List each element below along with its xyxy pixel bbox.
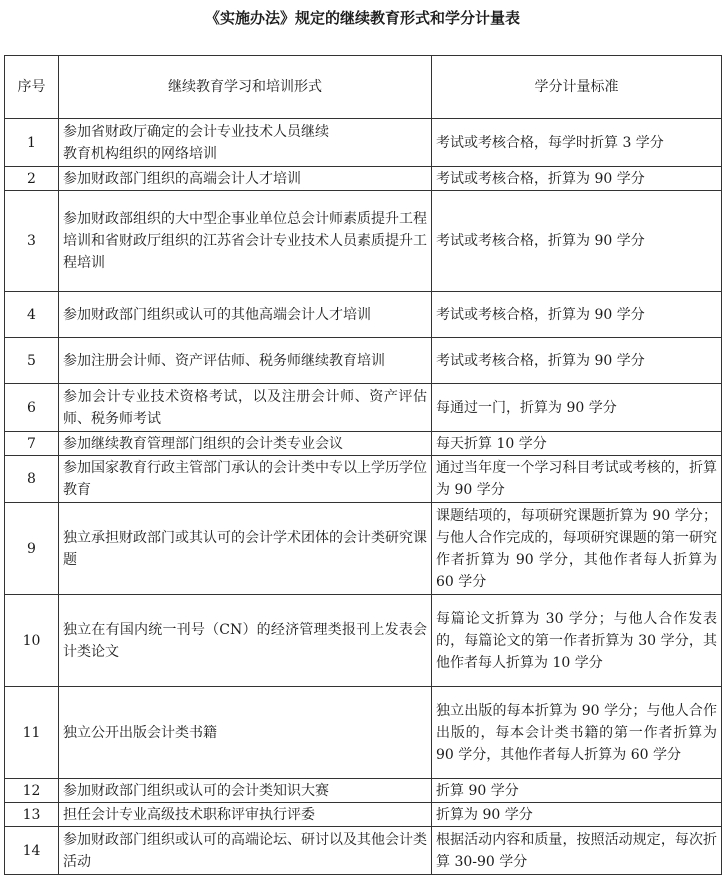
table-row — [5, 191, 722, 292]
row-number: 1 — [5, 119, 59, 167]
row-number: 5 — [5, 338, 59, 384]
row-form: 独立公开出版会计类书籍 — [59, 687, 432, 779]
row-form: 参加财政部门组织的高端会计人才培训 — [59, 167, 432, 191]
row-form-text: 参加省财政厅确定的会计专业技术人员继续教育机构组织的网络培训 — [63, 123, 329, 162]
row-form: 参加财政部门组织或认可的其他高端会计人才培训 — [59, 292, 432, 338]
row-credit: 每通过一门，折算为 90 学分 — [432, 384, 722, 432]
row-number: 3 — [5, 191, 59, 292]
header-no: 序号 — [5, 56, 59, 119]
table-row — [5, 456, 722, 503]
row-form: 独立在有国内统一刊号（CN）的经济管理类报刊上发表会计类论文 — [59, 595, 432, 687]
table-row — [5, 595, 722, 687]
row-form — [59, 119, 432, 167]
table-row — [5, 779, 722, 803]
row-credit: 考试或考核合格，每学时折算 3 学分 — [432, 119, 722, 167]
table-row — [5, 384, 722, 432]
row-form: 参加国家教育行政主管部门承认的会计类中专以上学历学位教育 — [59, 456, 432, 503]
row-number: 11 — [5, 687, 59, 779]
row-form: 参加财政部门组织或认可的会计类知识大赛 — [59, 779, 432, 803]
row-form: 参加财政部组织的大中型企事业单位总会计师素质提升工程培训和省财政厅组织的江苏省会计专业技术人员素质提升工程培训 — [59, 191, 432, 292]
row-credit: 考试或考核合格，折算为 90 学分 — [432, 292, 722, 338]
credit-table — [4, 55, 722, 875]
row-form: 担任会计专业高级技术职称评审执行评委 — [59, 803, 432, 827]
table-row — [5, 803, 722, 827]
row-number: 6 — [5, 384, 59, 432]
table-row — [5, 167, 722, 191]
table-row — [5, 827, 722, 875]
row-number: 14 — [5, 827, 59, 875]
row-credit: 考试或考核合格，折算为 90 学分 — [432, 167, 722, 191]
row-credit: 每天折算 10 学分 — [432, 432, 722, 456]
row-number: 7 — [5, 432, 59, 456]
row-form: 参加继续教育管理部门组织的会计类专业会议 — [59, 432, 432, 456]
header-form: 继续教育学习和培训形式 — [59, 56, 432, 119]
row-credit: 折算 90 学分 — [432, 779, 722, 803]
row-form: 参加会计专业技术资格考试，以及注册会计师、资产评估师、税务师考试 — [59, 384, 432, 432]
table-row — [5, 292, 722, 338]
row-credit: 考试或考核合格，折算为 90 学分 — [432, 338, 722, 384]
header-credit: 学分计量标准 — [432, 56, 722, 119]
table-row — [5, 338, 722, 384]
row-number: 8 — [5, 456, 59, 503]
table-row — [5, 687, 722, 779]
row-number: 2 — [5, 167, 59, 191]
row-number: 9 — [5, 503, 59, 595]
row-credit: 根据活动内容和质量，按照活动规定，每次折算 30-90 学分 — [432, 827, 722, 875]
row-number: 4 — [5, 292, 59, 338]
row-number: 12 — [5, 779, 59, 803]
table-row — [5, 119, 722, 167]
row-credit: 每篇论文折算为 30 学分；与他人合作发表的，每篇论文的第一作者折算为 30 学分，其他作者每人折算为 10 学分 — [432, 595, 722, 687]
table-row — [5, 503, 722, 595]
row-number: 13 — [5, 803, 59, 827]
row-number: 10 — [5, 595, 59, 687]
row-credit: 独立出版的每本折算为 90 学分；与他人合作出版的，每本会计类书籍的第一作者折算为 90 学分，其他作者每人折算为 60 学分 — [432, 687, 722, 779]
row-credit: 考试或考核合格，折算为 90 学分 — [432, 191, 722, 292]
row-form: 参加财政部门组织或认可的高端论坛、研讨以及其他会计类活动 — [59, 827, 432, 875]
row-form: 参加注册会计师、资产评估师、税务师继续教育培训 — [59, 338, 432, 384]
row-form: 独立承担财政部门或其认可的会计学术团体的会计类研究课题 — [59, 503, 432, 595]
row-credit: 折算为 90 学分 — [432, 803, 722, 827]
table-row — [5, 432, 722, 456]
table-header-row — [5, 56, 722, 119]
document-title: 《实施办法》规定的继续教育形式和学分计量表 — [204, 9, 520, 27]
row-credit: 课题结项的，每项研究课题折算为 90 学分；与他人合作完成的，每项研究课题的第一研究作者折算为 90 学分，其他作者每人折算为 60 学分 — [432, 503, 722, 595]
row-credit: 通过当年度一个学习科目考试或考核的，折算为 90 学分 — [432, 456, 722, 503]
